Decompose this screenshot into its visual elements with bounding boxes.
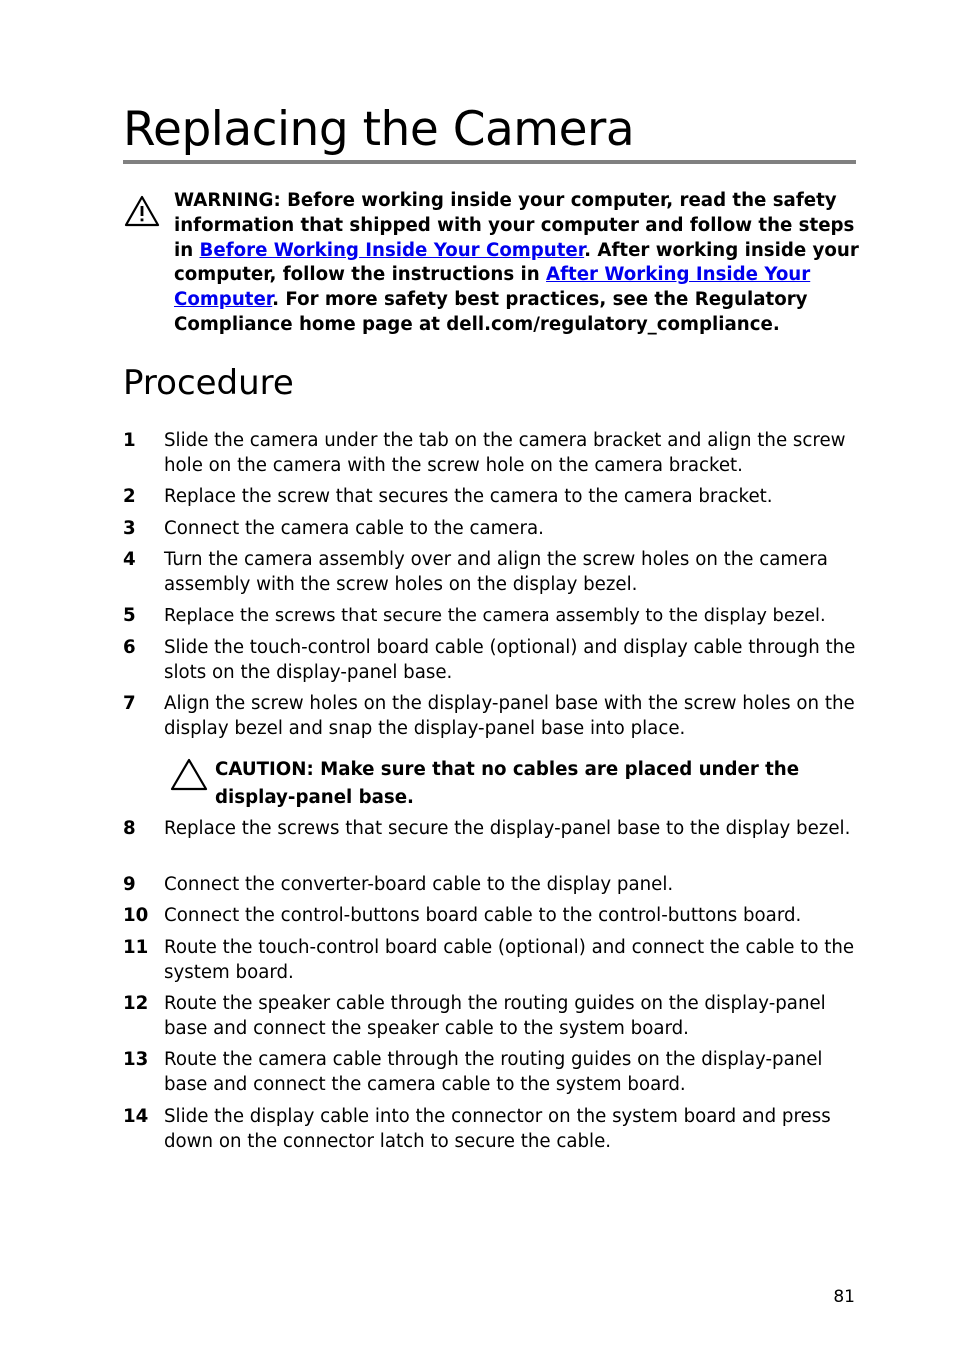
step-number: 9 (123, 874, 136, 895)
step-number: 6 (123, 637, 136, 658)
step-number: 11 (123, 937, 149, 958)
after-working-link[interactable]: After Working Inside Your Computer (174, 264, 811, 311)
step-text: Connect the converter-board cable to the display panel. (164, 874, 674, 895)
step-number: 4 (123, 549, 136, 570)
step-number: 13 (123, 1049, 149, 1070)
step-text: Connect the camera cable to the camera. (164, 518, 544, 539)
step-number: 10 (123, 905, 149, 926)
step-number: 3 (123, 518, 136, 539)
step-text: Route the touch-control board cable (optional) and connect the cable to the system board. (164, 937, 855, 983)
step-text: Slide the camera under the tab on the camera bracket and align the screw hole on the camera with the screw hole on the camera bracket. (164, 430, 846, 476)
step-number: 8 (123, 818, 136, 839)
step-text: Replace the screws that secure the display-panel base to the display bezel. (164, 818, 851, 839)
warning-triangle-icon (123, 194, 161, 228)
page-number: 81 (833, 1287, 855, 1307)
warning-text-3: . For more safety best practices, see the Regulatory Compliance home page at dell.com/regulatory_compliance. (174, 289, 808, 335)
title-underline (123, 160, 856, 164)
step-text: Connect the control-buttons board cable to the control-buttons board. (164, 905, 802, 926)
step-text: Replace the screws that secure the camera assembly to the display bezel. (164, 605, 826, 626)
step-text: Route the speaker cable through the routing guides on the display-panel base and connect the speaker cable to the system board. (164, 993, 826, 1039)
step-text: Replace the screw that secures the camera to the camera bracket. (164, 486, 773, 507)
procedure-heading: Procedure (123, 363, 294, 403)
step-text: Slide the touch-control board cable (optional) and display cable through the slots on the display-panel base. (164, 637, 856, 683)
step-number: 12 (123, 993, 149, 1014)
warning-text-1: WARNING: Before working inside your computer, read the safety information that shipped with your computer and follow the steps in (174, 190, 855, 261)
step-number: 14 (123, 1106, 149, 1127)
caution-notice: CAUTION: Make sure that no cables are placed under the display-panel base. (215, 759, 800, 808)
page-title: Replacing the Camera (123, 102, 635, 157)
caution-triangle-icon (169, 757, 209, 792)
step-number: 2 (123, 486, 136, 507)
step-number: 1 (123, 430, 136, 451)
step-number: 7 (123, 693, 136, 714)
step-text: Slide the display cable into the connector on the system board and press down on the connector latch to secure the cable. (164, 1106, 831, 1152)
warning-notice (174, 189, 864, 338)
step-text: Turn the camera assembly over and align the screw holes on the camera assembly with the screw holes on the display bezel. (164, 549, 828, 595)
step-text: Route the camera cable through the routing guides on the display-panel base and connect the camera cable to the system board. (164, 1049, 823, 1095)
warning-text-2: . After working inside your computer, follow the instructions in (174, 239, 859, 286)
before-working-link[interactable]: Before Working Inside Your Computer (199, 239, 585, 261)
step-text: Align the screw holes on the display-panel base with the screw holes on the display bezel and snap the display-panel base into place. (164, 693, 855, 739)
step-number: 5 (123, 605, 136, 626)
